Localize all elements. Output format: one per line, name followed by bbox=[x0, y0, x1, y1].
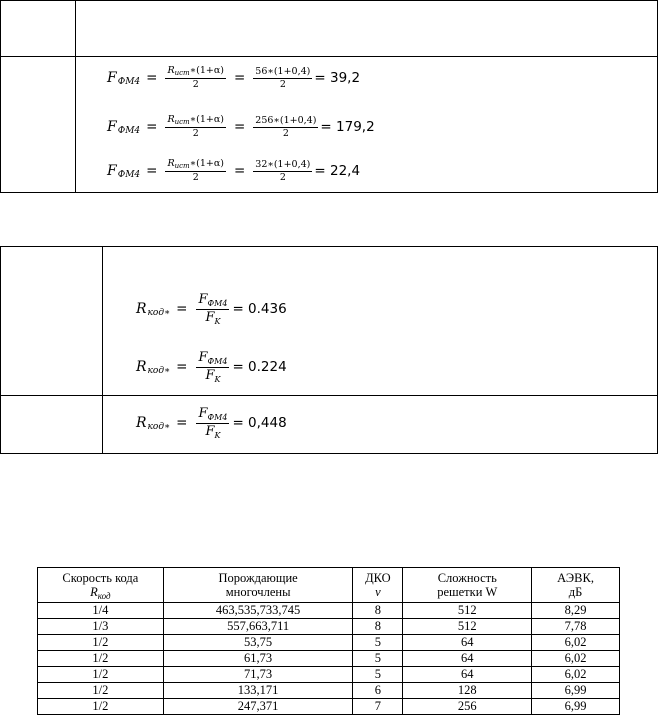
formula-ffm4-2: F ФМ4 = $\frac{R_{ист}∗(1+\alpha)}{2}$ = $\frac{256∗(1+0,4)}{2}$ = 179,2 bbox=[107, 114, 375, 139]
table-cell: 6 bbox=[353, 683, 403, 699]
lhs-symbol: F bbox=[107, 119, 117, 135]
header-aevk: АЭВК, дБ bbox=[532, 568, 620, 603]
formula-result: = 39,2 bbox=[314, 70, 361, 86]
table-cell: 71,73 bbox=[163, 667, 353, 683]
formula-result: = 0.436 bbox=[232, 301, 287, 317]
code-parameters-table bbox=[37, 567, 620, 715]
table-cell: 133,171 bbox=[163, 683, 353, 699]
formula-result: = 179,2 bbox=[320, 119, 375, 135]
table-cell: 256 bbox=[403, 699, 532, 715]
table-cell: 8 bbox=[353, 603, 403, 619]
table-row bbox=[38, 651, 620, 667]
table-cell: 1/2 bbox=[38, 635, 164, 651]
table-cell: 512 bbox=[403, 619, 532, 635]
fraction: $\frac{F_{ФМ4}}{F_K}$ bbox=[198, 349, 228, 384]
formula-table-middle bbox=[0, 246, 658, 454]
formula-rkod-3: R код∗ = $\frac{F_{ФМ4}}{F_K}$ = 0,448 bbox=[136, 405, 287, 440]
formula-result: = 22,4 bbox=[314, 163, 361, 179]
table-cell: 1/2 bbox=[38, 683, 164, 699]
table-cell: 53,75 bbox=[163, 635, 353, 651]
table-cell: 8 bbox=[353, 619, 403, 635]
table-cell: 247,371 bbox=[163, 699, 353, 715]
table-cell: 6,02 bbox=[532, 651, 620, 667]
formula-result: = 0,448 bbox=[232, 415, 287, 431]
fraction: $\frac{R_{ист}∗(1+\alpha)}{2}$ bbox=[167, 114, 224, 139]
fraction: $\frac{R_{ист}∗(1+\alpha)}{2}$ bbox=[167, 158, 224, 183]
table-cell: 1/3 bbox=[38, 619, 164, 635]
table-cell: 5 bbox=[353, 651, 403, 667]
table-header-row bbox=[38, 568, 620, 603]
fraction-values: $\frac{56∗(1+0,4)}{2}$ bbox=[255, 65, 311, 90]
table-row bbox=[38, 699, 620, 715]
table-cell: 7,78 bbox=[532, 619, 620, 635]
table-cell: 6,02 bbox=[532, 635, 620, 651]
table-cell: 1/2 bbox=[38, 667, 164, 683]
lhs-subscript: ФМ4 bbox=[117, 126, 141, 136]
table-row bbox=[38, 603, 620, 619]
table-cell: 6,99 bbox=[532, 683, 620, 699]
formula-table-top bbox=[0, 0, 658, 193]
formula-ffm4-1: F ФМ4 = $\frac{R_{ист}∗(1+\alpha)}{2}$ = $\frac{56∗(1+0,4)}{2}$ = 39,2 bbox=[107, 65, 361, 90]
table-cell: 463,535,733,745 bbox=[163, 603, 353, 619]
formula-ffm4-3: F ФМ4 = $\frac{R_{ист}∗(1+\alpha)}{2}$ = $\frac{32∗(1+0,4)}{2}$ = 22,4 bbox=[107, 158, 361, 183]
table-cell: 5 bbox=[353, 667, 403, 683]
row-divider bbox=[1, 56, 657, 57]
table-cell: 1/2 bbox=[38, 699, 164, 715]
lhs-symbol: F bbox=[107, 70, 117, 86]
table-cell: 7 bbox=[353, 699, 403, 715]
formula-rkod-2: R код∗ = $\frac{F_{ФМ4}}{F_K}$ = 0.224 bbox=[136, 349, 287, 384]
table-cell: 128 bbox=[403, 683, 532, 699]
fraction: $\frac{F_{ФМ4}}{F_K}$ bbox=[198, 405, 228, 440]
fraction-values: $\frac{256∗(1+0,4)}{2}$ bbox=[255, 114, 317, 139]
column-divider bbox=[75, 1, 76, 192]
table-cell: 557,663,711 bbox=[163, 619, 353, 635]
table-cell: 512 bbox=[403, 603, 532, 619]
row-divider bbox=[1, 395, 657, 396]
table-cell: 6,02 bbox=[532, 667, 620, 683]
formula-result: = 0.224 bbox=[232, 359, 287, 375]
column-divider bbox=[102, 247, 103, 453]
table-cell: 64 bbox=[403, 667, 532, 683]
table-cell: 1/2 bbox=[38, 651, 164, 667]
table-row bbox=[38, 667, 620, 683]
lhs-subscript: ФМ4 bbox=[117, 77, 141, 87]
formula-rkod-1: R код∗ = $\frac{F_{ФМ4}}{F_K}$ = 0.436 bbox=[136, 291, 287, 326]
table-cell: 5 bbox=[353, 635, 403, 651]
table-row bbox=[38, 619, 620, 635]
lhs-subscript: ФМ4 bbox=[117, 170, 141, 180]
table-cell: 6,99 bbox=[532, 699, 620, 715]
header-code-rate: Скорость кода $R_{код}$ bbox=[38, 568, 164, 603]
header-dko: ДКО ν bbox=[353, 568, 403, 603]
table-cell: 8,29 bbox=[532, 603, 620, 619]
table-row bbox=[38, 683, 620, 699]
fraction: $\frac{F_{ФМ4}}{F_K}$ bbox=[198, 291, 228, 326]
table-row bbox=[38, 635, 620, 651]
table-cell: 61,73 bbox=[163, 651, 353, 667]
table-cell: 64 bbox=[403, 635, 532, 651]
table-cell: 1/4 bbox=[38, 603, 164, 619]
lhs-symbol: F bbox=[107, 163, 117, 179]
table-cell: 64 bbox=[403, 651, 532, 667]
fraction: $\frac{R_{ист}∗(1+\alpha)}{2}$ bbox=[167, 65, 224, 90]
fraction-values: $\frac{32∗(1+0,4)}{2}$ bbox=[255, 158, 311, 183]
header-trellis-complexity: Сложность решетки W bbox=[403, 568, 532, 603]
header-generator-polynomials: Порождающие многочлены bbox=[163, 568, 353, 603]
